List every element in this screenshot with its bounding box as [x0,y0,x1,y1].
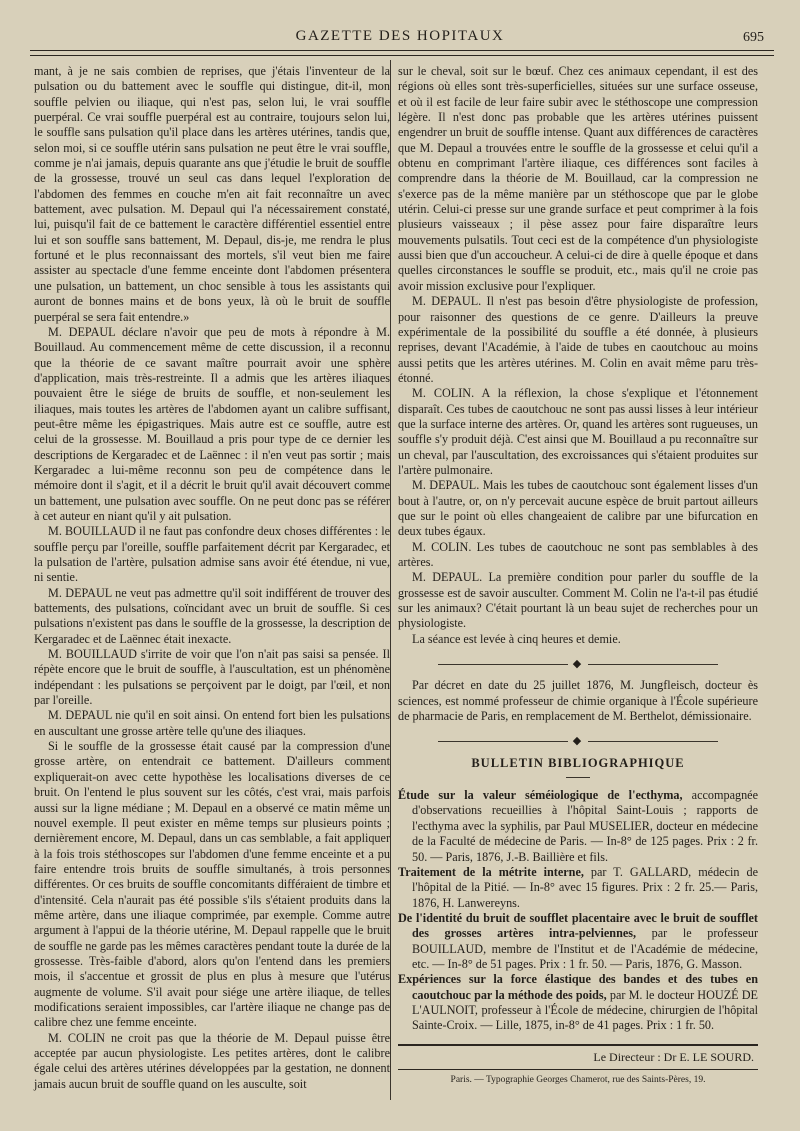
bibliography-entry [398,911,758,972]
entry-title: Étude sur la valeur séméiologique de l'ecthyma, [398,788,683,803]
paragraph: M. DEPAUL. Il n'est pas besoin d'être physiologiste de profession, pour raisonner des questions de ce genre. D'ailleurs la preuve expérimentale de la possibilité du souffle a été donnée, à plusieurs reprises, devant l'Académie, à l'aide de tubes en caoutchouc au moins aussi petits que les artères utérines. M. Colin en avait même paru très-étonné. [398,294,758,385]
printer-imprint: Paris. — Typographie Georges Chamerot, rue des Saints-Pères, 19. [450,1074,706,1085]
director-signature: Le Directeur : Dr E. LE SOURD. [593,1049,754,1064]
header-rule [30,50,774,56]
ornament-divider: ◆ [398,734,758,749]
entry-details: par M. le docteur HOUZÉ DE L'AULNOIT, professeur à l'École de médecine, chirurgien de l'hôpital Sainte-Croix. — Lille, 1875, in-8° de 41 pages. Prix : 1 fr. 50. [412,987,758,1033]
footer-rule [398,1069,758,1070]
paragraph: M. BOUILLAUD il ne faut pas confondre deux choses différentes : le souffle perçu par l'oreille, souffle parfaitement décrit par Kergaradec, et la pulsation de l'artère, pulsation admise sans avoir été étendue, ni vue, ni sentie. [34,524,390,585]
page-header [30,26,770,48]
bibliography-entry [398,972,758,1033]
paragraph: M. COLIN. A la réflexion, la chose s'explique et l'étonnement disparaît. Ces tubes de caoutchouc ne sont pas aussi lisses à leur intérieur que la surface interne des artères. Or, quand les artères sont rugueuses, un souffle s'y produit déjà. C'est ainsi que M. Bouillaud a pu reconnaître sur un cheval, par l'auscultation, des excroissances qui s'étaient produites sur l'artère pulmonaire. [398,386,758,477]
paragraph: M. DEPAUL nie qu'il en soit ainsi. On entend fort bien les pulsations en auscultant une grosse artère telle qu'une des iliaques. [34,708,390,738]
column-divider [390,60,391,1100]
paragraph: M. BOUILLAUD s'irrite de voir que l'on n'ait pas saisi sa pensée. Il répète encore que le bruit de souffle, à l'auscultation, est un phénomène indépendant : les pulsations se perçoivent par le doigt, par l'œil, et non par l'oreille. [34,647,390,708]
journal-title: GAZETTE DES HOPITAUX [295,28,505,44]
paragraph: M. COLIN. Les tubes de caoutchouc ne sont pas semblables à des artères. [398,539,758,569]
bulletin-title: BULLETIN BIBLIOGRAPHIQUE [471,755,685,770]
entry-title: Traitement de la métrite interne, [398,864,584,879]
bibliography-entry [398,788,758,865]
bibliography-entry [398,865,758,911]
paragraph: M. DEPAUL. La première condition pour parler du souffle de la grossesse est de savoir ausculter. Comment M. Colin ne l'a-t-il pas étudié sur les animaux? C'était pourtant là un beau sujet de recherches pour un physiologiste. [398,570,758,631]
short-rule [566,777,590,778]
left-column [34,64,390,1092]
paragraph: M. DEPAUL ne veut pas admettre qu'il soit indifférent de trouver des battements, des pulsations, coïncidant avec un bruit de souffle. Si ces pulsations n'existent pas dans le souffle de la grossesse, la description de Kergaradec et de Laënnec était inexacte. [34,585,390,646]
entry-details: accompagnée d'observations recueillies à l'hôpital Saint-Louis ; rapports de l'ecthyma avec la syphilis, par Paul MUSELIER, docteur en médecine de la Faculté de médecine de Paris. — In-8° de 125 pages. Prix : 2 fr. 50. — Paris, 1876, J.-B. Baillière et fils. [412,788,758,864]
page-number: 695 [743,30,764,45]
decree-notice: Par décret en date du 25 juillet 1876, M. Jungfleisch, docteur ès sciences, est nommé professeur de chimie organique à l'École supérieure de pharmacie de Paris, en remplacement de M. Berthelot, démissionaire. [398,678,758,724]
entry-title: Expériences sur la force élastique des bandes et des tubes en caoutchouc par la méthode des poids, [398,972,758,1002]
paragraph: Si le souffle de la grossesse était causé par la compression d'une grosse artère, on entendrait ce battement. D'ailleurs comment expliquerait-on avec cette hypothèse les localisations diverses de ce bruit. On l'entend le plus souvent sur les côtés, c'est vrai, mais parfois aussi sur la ligne médiane ; M. Depaul en a observé ce matin même un nouvel exemple. Il peut exister en même temps sur plusieurs points ; dernièrement encore, M. Depaul, dans un cas semblable, a fait appliquer à la fois trois stéthoscopes sur l'abdomen d'une femme enceinte et a pu faire entendre trois bruits de souffle simultanés, à trois personnes différentes. Or ces bruits de souffle concomitants différaient de timbre et d'intensité. Cela n'aurait pas été possible s'ils s'étaient produits dans la même artère, dans une iliaque comprimée, par exemple. Comme autre argument à l'appui de la théorie utérine, M. Depaul rappelle que le bruit de souffle ne garde pas les mêmes caractères pendant toute la durée de la grossesse. Très-faible d'abord, alors qu'on l'entend dans les premiers mois, il s'accentue et grossit de plus en plus à mesure que l'utérus augmente de volume. S'il avait pour siége une artère iliaque, de telles modifications seraient impossibles, car l'artère iliaque ne change pas de calibre chez une femme enceinte. [34,739,390,1030]
paragraph: M. DEPAUL. Mais les tubes de caoutchouc sont également lisses d'un bout à l'autre, or, on n'y percevait aucune espèce de bruit partout ailleurs que sur le point où elles changeaient de calibre par une bifurcation en deux tubes égaux. [398,478,758,539]
entry-title: De l'identité du bruit de soufflet placentaire avec le bruit de soufflet des grosses artères intra-pelviennes, [398,910,758,941]
right-column [398,64,758,1088]
paragraph: mant, à je ne sais combien de reprises, que j'étais l'inventeur de la pulsation ou du battement avec le souffle qui distingue, dit-il, mon souffle pelvien ou iliaque, qui n'est pas, selon lui, le vrai souffle puerpéral. Ce vrai souffle puerpéral est au contraire, toujours selon lui, le souffle sans pulsation qu'il place dans les artères utérines, tandis que, selon moi, si ce souffle utérin sans pulsation ne peut être le vrai souffle, comme je n'ai jamais, depuis quarante ans que j'étudie le bruit de souffle de la grossesse, trouvé un seul cas dans lequel l'exploration de l'abdomen des femmes en couche m'en ait fait reconnaître un avec battement, avec pulsation. M. Depaul qui l'a nécessairement constaté, lui, puisqu'il fait de ce battement le caractère différentiel essentiel entre lui et son souffle sans battement, M. Depaul, dis-je, me rendra le plus fortuné et le plus reconnaissant des mortels, s'il veut bien me faire assister au spectacle d'une femme enceinte dont l'abdomen présentera une pulsation, un battement, un choc sensible à tous les assistants qui auront de bonnes mains et de bons yeux, là où le bruit de souffle puerpéral se sera fait entendre.» [34,64,390,324]
paragraph: sur le cheval, soit sur le bœuf. Chez ces animaux cependant, il est des régions où elles sont très-superficielles, situées sur une surface osseuse, et où il est facile de leur faire subir avec le stéthoscope une compression légère. Il n'est donc pas probable que les artères utérines puissent engendrer un bruit de souffle intense. Quant aux différences de caractères que M. Depaul a trouvées entre le souffle de la grossesse et celui qu'il a obtenu en comprimant l'artère iliaque, ces différences sont faciles à comprendre dans la théorie de M. Bouillaud, car la compression ne s'exerce pas de la même manière par un stéthoscope que par le globe utérin. Celui-ci presse sur une grande surface et peut comprimer à la fois plusieurs vaisseaux ; il pèse assez pour faire disparaître leurs mouvements pulsatils. Tout ceci est de la compétence d'un physiologiste aussi bien que d'un accoucheur. A celui-ci de dire à quelle époque et dans quelles circonstances le souffle se produit, etc., mais qu'il ne croie pas avoir mission exclusive pour l'expliquer. [398,64,758,293]
entry-details: par T. GALLARD, médecin de l'hôpital de la Pitié. — In-8° avec 15 figures. Prix : 2 fr. 25.— Paris, 1876, H. Lanwereyns. [412,864,759,910]
closing-line: La séance est levée à cinq heures et demie. [412,631,621,646]
entry-details: par le professeur BOUILLAUD, membre de l'Institut et de l'Académie de médecine, etc. — In-8° de 51 pages. Prix : 1 fr. 50. — Paris, 1876, G. Masson. [412,926,759,971]
footer-rule [398,1044,758,1046]
paragraph: M. COLIN ne croit pas que la théorie de M. Depaul puisse être acceptée par aucun physiologiste. Les petites artères, dont le calibre égale celui des artères utérines développées par la gestation, ne donnent jamais aucun bruit de souffle quand on les ausculte, soit [34,1030,390,1091]
paragraph: M. DEPAUL déclare n'avoir que peu de mots à répondre à M. Bouillaud. Au commencement même de cette discussion, il a reconnu que la théorie de ce savant maître pourrait avoir une sphère d'application, mais très-restreinte. Il a admis que les artères iliaques pouvaient être le siége de bruits de souffle, et non-seulement les iliaques, mais toutes les artères de l'abdomen ayant un calibre suffisant, peut-être même les épigastriques. Mais autre est ce souffle, autre est celui de la grossesse. M. Bouillaud a pris pour type de ce dernier les descriptions de Kergaradec et de Laënnec : il n'en veut pas sortir ; mais Kergaradec a lui-même reconnu son peu de compétence dans le mémoire dont il s'agit, et il a décrit le bruit qu'il avait découvert comme un battement, une pulsation avec souffle. On ne peut donc pas se référer à cet auteur en niant qu'il y ait pulsation. [34,324,390,523]
ornament-divider: ◆ [398,657,758,672]
